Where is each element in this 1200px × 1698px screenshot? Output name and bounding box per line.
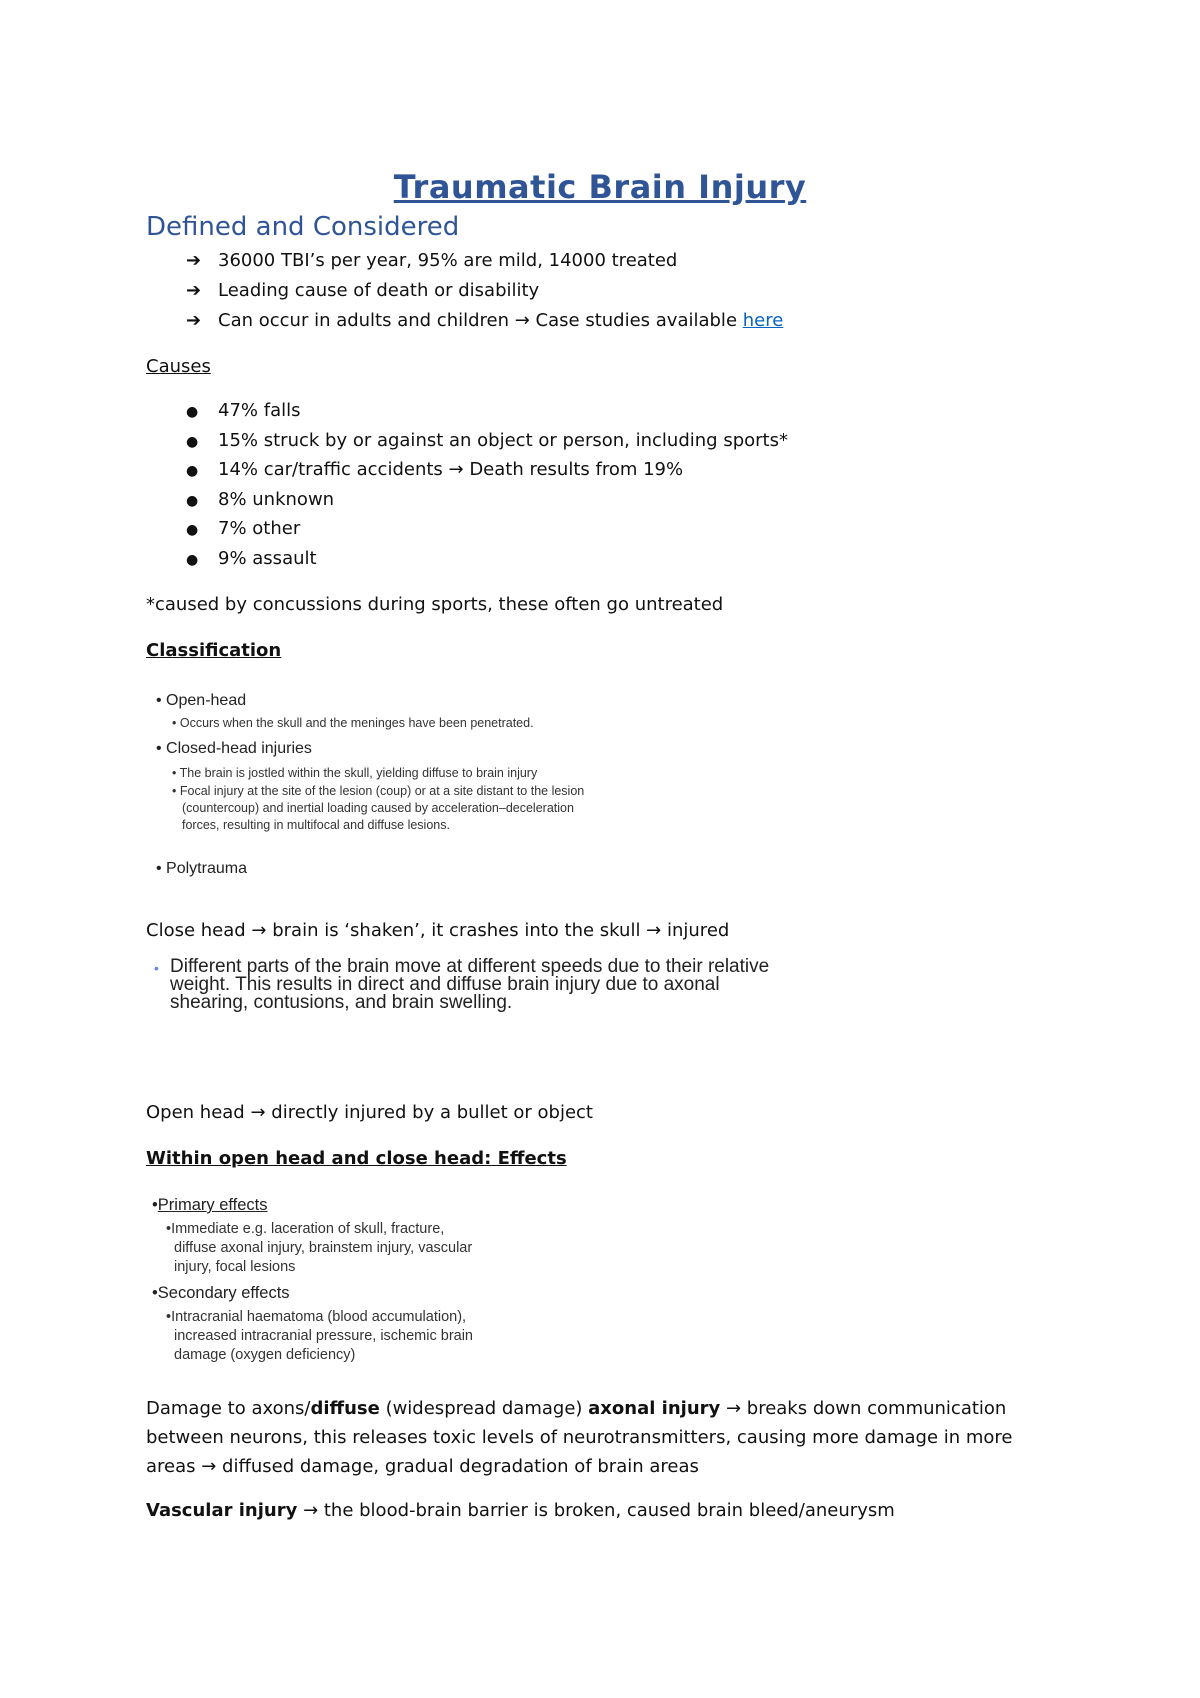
footnote: *caused by concussions during sports, these often go untreated xyxy=(146,594,724,615)
bullet-icon: ● xyxy=(186,493,199,509)
image-subbullet: •Immediate e.g. laceration of skull, fracture, xyxy=(166,1221,445,1237)
damage-paragraph-line-2: between neurons, this releases toxic levels of neurotransmitters, causing more damage in more xyxy=(146,1427,1013,1448)
image-subbullet-continuation: forces, resulting in multifocal and diffuse lesions. xyxy=(182,818,450,832)
close-head-image: • Different parts of the brain move at different speeds due to their relative weight. This results in direct and diffuse brain injury due to axonal shearing, contusions, and brain swelling. xyxy=(154,956,770,1013)
arrow-list-item: ➔ Leading cause of death or disability xyxy=(186,280,540,301)
image-subbullet: • Occurs when the skull and the meninges have been penetrated. xyxy=(172,716,534,730)
section-heading: Defined and Considered xyxy=(146,212,460,242)
bullet-icon: ● xyxy=(186,552,199,568)
classification-image xyxy=(150,688,710,878)
arrow-icon: ➔ xyxy=(186,250,202,271)
bullet-icon: ● xyxy=(186,463,199,479)
list-item: ● 14% car/traffic accidents → Death results from 19% xyxy=(186,459,684,480)
list-item: ● 15% struck by or against an object or person, including sports* xyxy=(186,430,788,451)
list-item: ● 8% unknown xyxy=(186,489,335,510)
page-title: Traumatic Brain Injury xyxy=(393,168,807,206)
classification-heading: Classification xyxy=(146,640,282,661)
arrow-icon: ➔ xyxy=(186,310,202,331)
effects-image xyxy=(150,1196,550,1366)
bullet-icon: ● xyxy=(186,522,199,538)
image-bullet: • Polytrauma xyxy=(156,860,247,877)
bullet-icon: ● xyxy=(186,404,199,420)
image-bullet: •Primary effects xyxy=(152,1196,268,1214)
bullet-icon: ● xyxy=(186,434,199,450)
arrow-list-item: ➔ 36000 TBI’s per year, 95% are mild, 14000 treated xyxy=(186,250,678,271)
damage-paragraph-line-1: Damage to axons/diffuse (widespread damage) axonal injury → breaks down communication xyxy=(146,1398,1007,1419)
image-bullet: • Open-head xyxy=(156,692,247,709)
image-subbullet: • The brain is jostled within the skull, yielding diffuse to brain injury xyxy=(172,766,538,780)
vascular-paragraph: Vascular injury → the blood-brain barrier is broken, caused brain bleed/aneurysm xyxy=(146,1500,895,1521)
damage-paragraph-line-3: areas → diffused damage, gradual degradation of brain areas xyxy=(146,1456,699,1477)
image-subbullet: •Intracranial haematoma (blood accumulation), xyxy=(166,1309,467,1325)
effects-heading: Within open head and close head: Effects xyxy=(146,1148,567,1169)
bullet-icon: • xyxy=(154,960,159,976)
close-head-line: Close head → brain is ‘shaken’, it crashes into the skull → injured xyxy=(146,920,730,941)
list-item: ● 9% assault xyxy=(186,548,317,569)
image-subbullet-continuation: injury, focal lesions xyxy=(174,1259,296,1275)
image-subbullet-continuation: (countercoup) and inertial loading caused by acceleration–deceleration xyxy=(182,801,574,815)
case-studies-link[interactable]: here xyxy=(742,310,784,331)
image-bullet: • Closed-head injuries xyxy=(156,740,312,757)
arrow-list-item: ➔ Can occur in adults and children → Case studies available here xyxy=(186,310,784,331)
list-item: ● 7% other xyxy=(186,518,301,539)
image-subbullet-continuation: increased intracranial pressure, ischemic brain xyxy=(174,1328,473,1344)
image-subbullet-continuation: damage (oxygen deficiency) xyxy=(174,1347,356,1363)
list-item: ● 47% falls xyxy=(186,400,301,421)
image-subbullet-continuation: diffuse axonal injury, brainstem injury, vascular xyxy=(174,1240,473,1256)
open-head-line: Open head → directly injured by a bullet or object xyxy=(146,1102,593,1123)
causes-heading: Causes xyxy=(146,356,211,377)
arrow-icon: ➔ xyxy=(186,280,202,301)
image-bullet: •Secondary effects xyxy=(152,1284,290,1302)
image-subbullet: • Focal injury at the site of the lesion (coup) or at a site distant to the lesion xyxy=(172,784,585,798)
